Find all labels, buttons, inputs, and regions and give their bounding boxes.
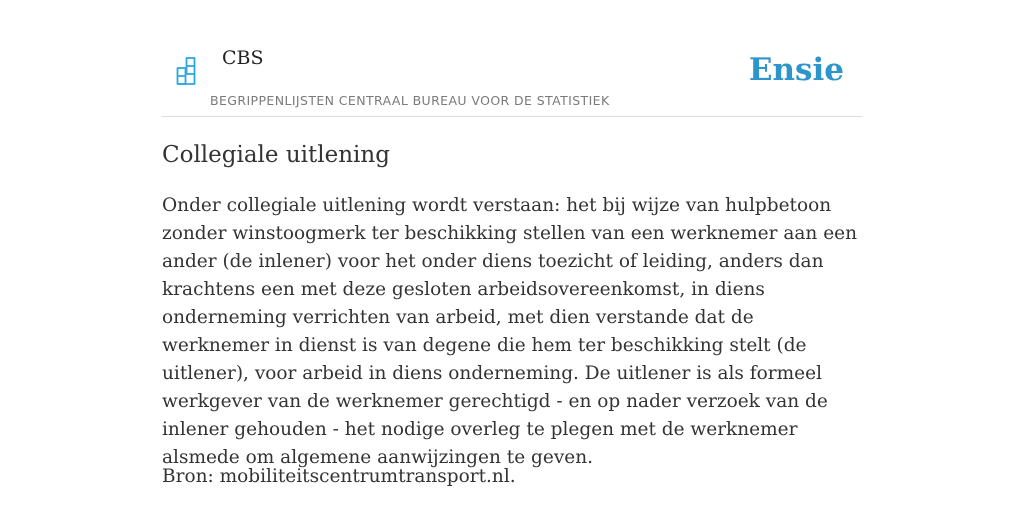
organization-name[interactable]: CBS xyxy=(222,47,264,69)
cbs-logo-icon[interactable] xyxy=(176,56,196,86)
organization-subtitle[interactable]: BEGRIPPENLIJSTEN CENTRAAL BUREAU VOOR DE STATISTIEK xyxy=(210,93,610,108)
page-title: Collegiale uitlening xyxy=(162,142,390,168)
source-text: Bron: mobiliteitscentrumtransport.nl. xyxy=(162,466,516,487)
header xyxy=(162,40,862,117)
definition-text: Onder collegiale uitlening wordt verstaan: het bij wijze van hulpbetoon zonder winstoogmerk ter beschikking stellen van een werknemer aan een ander (de inlener) voor het onder diens toezicht of leiding, anders dan krachtens een met deze gesloten arbeidsovereenkomst, in diens onderneming verrichten van arbeid, met dien verstande dat de werknemer in dienst is van degene die hem ter beschikking stelt (de uitlener), voor arbeid in diens onderneming. De uitlener is als formeel werkgever van de werknemer gerechtigd - en op nader verzoek van de inlener gehouden - het nodige overleg te plegen met de werknemer alsmede om algemene aanwijzingen te geven. xyxy=(162,195,858,468)
brand-logo[interactable]: Ensie xyxy=(748,52,844,88)
